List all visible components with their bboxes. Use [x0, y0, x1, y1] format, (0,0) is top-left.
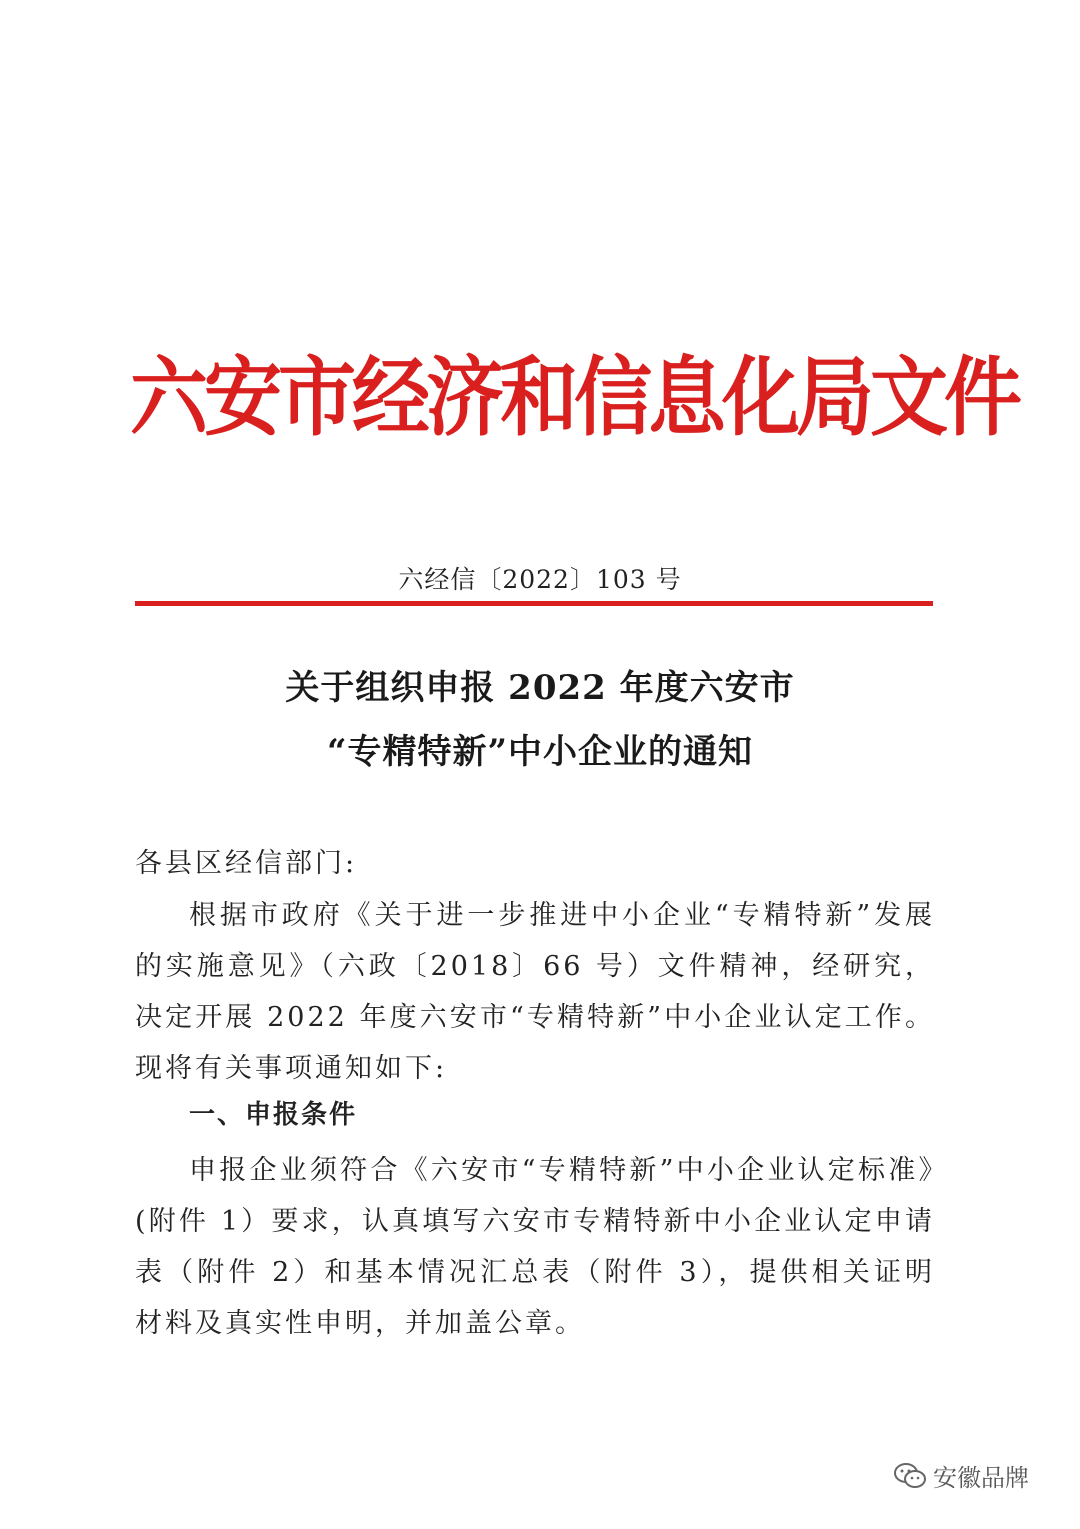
red-divider-line [135, 601, 933, 606]
paragraph-intro: 根据市政府《关于进一步推进中小企业“专精特新”发展的实施意见》（六政〔2018〕66 号）文件精神，经研究，决定开展 2022 年度六安市“专精特新”中小企业认定工作。现将有关事项通知如下: [135, 900, 935, 1084]
notice-title-line2: “专精特新”中小企业的通知 [326, 732, 754, 772]
salutation: 各县区经信部门: [135, 848, 358, 879]
document-number: 六经信〔2022〕103 号 [398, 565, 682, 594]
source-watermark [893, 1458, 1029, 1493]
paragraph-conditions: 申报企业须符合《六安市“专精特新”中小企业认定标准》(附件 1）要求，认真填写六安市专精特新中小企业认定申请表（附件 2）和基本情况汇总表（附件 3），提供相关证明材料及真实性申明，并加盖公章。 [135, 1155, 935, 1339]
notice-title-line1: 关于组织申报 2022 年度六安市 [285, 668, 795, 708]
watermark-text: 安徽品牌 [933, 1464, 1029, 1492]
wechat-icon [893, 1462, 927, 1490]
masthead-title: 六安市经济和信息化局文件 [130, 347, 1019, 448]
section-heading-1: 一、申报条件 [189, 1100, 358, 1130]
